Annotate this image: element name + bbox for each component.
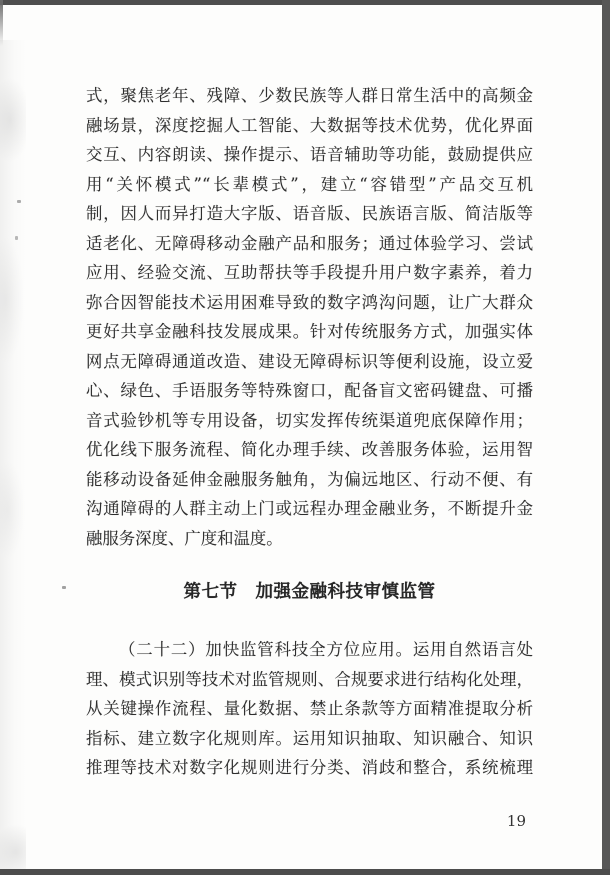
scan-smudge-left-margin bbox=[0, 40, 26, 869]
body-line: 更好共享金融科技发展成果。针对传统服务方式，加强实体 bbox=[86, 322, 533, 341]
body-line: 融场景，深度挖掘人工智能、大数据等技术优势，优化界面 bbox=[86, 115, 533, 135]
body-line: 用“关怀模式”“长辈模式”，建立“容错型”产品交互机 bbox=[86, 174, 533, 194]
section-heading: 第七节 加强金融科技审慎监管 bbox=[183, 582, 436, 602]
body-line: 交互、内容朗读、操作提示、语音辅助等功能，鼓励提供应 bbox=[86, 145, 533, 164]
body-line: 适老化、无障碍移动金融产品和服务；通过体验学习、尝试 bbox=[86, 233, 533, 253]
scan-speck bbox=[62, 586, 66, 589]
body-paragraph-2 bbox=[86, 635, 533, 783]
body-line: 心、绿色、手语服务等特殊窗口，配备盲文密码键盘、可播 bbox=[86, 381, 533, 400]
body-line: 指标、建立数字化规则库。运用知识抽取、知识融合、知识 bbox=[86, 728, 533, 748]
body-line: 理、模式识别等技术对监管规则、合规要求进行结构化处理， bbox=[86, 669, 533, 689]
body-line: 制，因人而异打造大字版、语音版、民族语言版、简洁版等 bbox=[86, 204, 533, 223]
body-line: （二十二）加快监管科技全方位应用。运用自然语言处 bbox=[119, 640, 533, 659]
scan-speck bbox=[17, 200, 21, 203]
body-line: 从关键操作流程、量化数据、禁止条款等方面精准提取分析 bbox=[86, 699, 533, 718]
body-line: 应用、经验交流、互助帮扶等手段提升用户数字素养，着力 bbox=[86, 263, 533, 282]
scan-edge-right bbox=[602, 0, 610, 875]
body-line: 沟通障碍的人群主动上门或远程办理金融业务，不断提升金 bbox=[86, 499, 533, 518]
body-line: 网点无障碍通道改造、建设无障碍标识等便利设施，设立爱 bbox=[86, 351, 533, 371]
body-paragraph-1 bbox=[86, 81, 533, 553]
body-line: 融服务深度、广度和温度。 bbox=[86, 528, 283, 548]
body-line: 式，聚焦老年、残障、少数民族等人群日常生活中的高频金 bbox=[86, 86, 533, 105]
body-line: 弥合因智能技术运用困难导致的数字鸿沟问题，让广大群众 bbox=[86, 292, 533, 312]
scan-speck bbox=[15, 236, 18, 240]
page-number: 19 bbox=[506, 812, 526, 830]
body-line: 能移动设备延伸金融服务触角，为偏远地区、行动不便、有 bbox=[86, 469, 533, 489]
body-line: 音式验钞机等专用设备，切实发挥传统渠道兜底保障作用； bbox=[86, 410, 533, 430]
scan-edge-bottom bbox=[0, 869, 610, 875]
scan-edge-top bbox=[0, 0, 610, 5]
body-line: 优化线下服务流程、简化办理手续、改善服务体验，运用智 bbox=[86, 440, 533, 459]
body-line: 推理等技术对数字化规则进行分类、消歧和整合，系统梳理 bbox=[86, 758, 533, 777]
